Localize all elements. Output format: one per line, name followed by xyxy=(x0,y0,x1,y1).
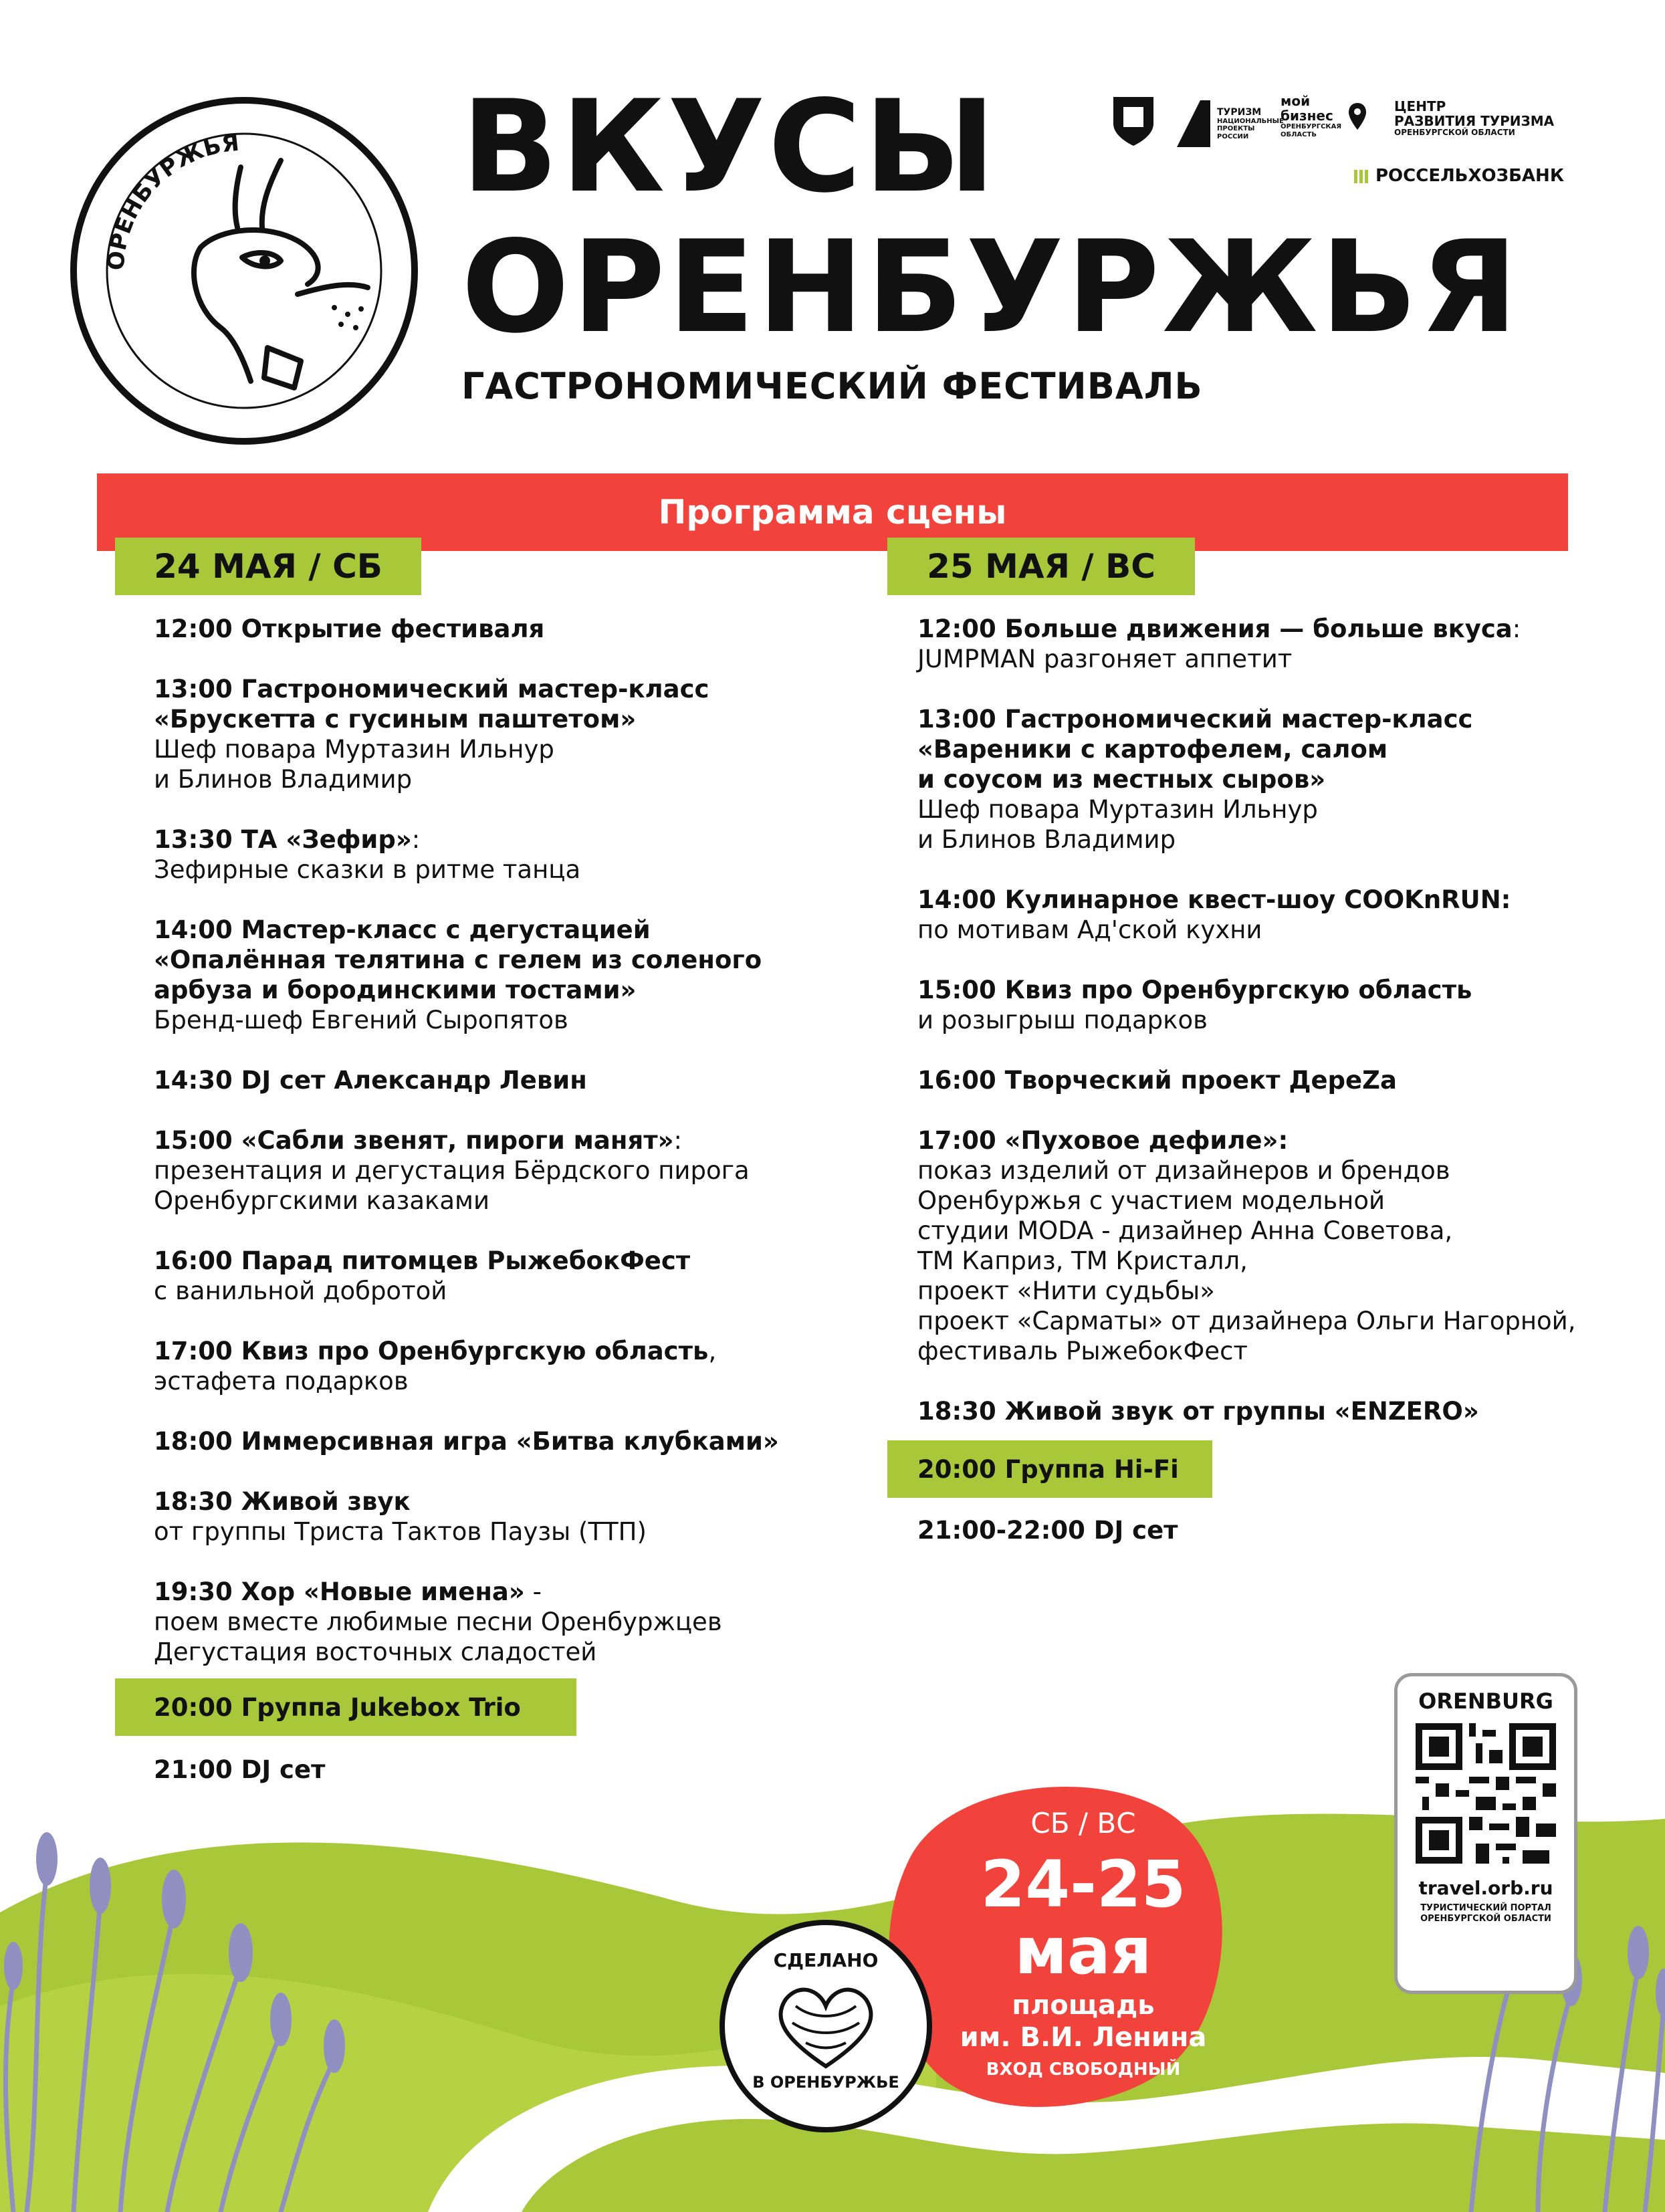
qr-url[interactable]: travel.orb.ru xyxy=(1418,1877,1553,1899)
coat-of-arms-icon xyxy=(1110,94,1157,147)
mybiz-logo xyxy=(1281,94,1367,138)
item-time-title: 12:00 Больше движения — больше вкуса xyxy=(917,615,1513,643)
item-description: и розыгрыш подарков xyxy=(917,1006,1208,1034)
schedule-item xyxy=(154,674,856,794)
item-time-title: 13:00 Гастрономический мастер-класс «Брускетта с гусиным паштетом» xyxy=(154,675,709,734)
schedule-item xyxy=(154,1125,856,1216)
event-entry: ВХОД СВОБОДНЫЙ xyxy=(986,2060,1181,2080)
item-description: от группы Триста Тактов Паузы (ТТП) xyxy=(154,1517,647,1546)
schedule-item xyxy=(154,1246,856,1306)
item-time-title: 14:00 Мастер-класс с дегустацией «Опалённая телятина с гелем из соленого арбуза и бородинскими тостами» xyxy=(154,915,762,1004)
title-line-1: ВКУСЫ xyxy=(461,73,998,221)
schedule-item xyxy=(154,915,856,1035)
day1-badge: 24 МАЯ / СБ xyxy=(115,538,421,595)
bank-stripes-icon xyxy=(1354,167,1369,185)
day2-schedule xyxy=(917,614,1640,1437)
day1-schedule xyxy=(154,614,856,1678)
mybiz-sub: ОРЕНБУРГСКАЯ ОБЛАСТЬ xyxy=(1281,123,1342,138)
item-punct: : xyxy=(411,825,421,854)
item-description: Шеф повара Муртазин Ильнур и Блинов Владимир xyxy=(154,735,554,794)
tourism-logo xyxy=(1177,100,1284,147)
schedule-item xyxy=(917,885,1640,945)
item-description: Зефирные сказки в ритме танца xyxy=(154,855,581,884)
tourism-sub: НАЦИОНАЛЬНЫЕ ПРОЕКТЫ РОССИИ xyxy=(1217,117,1284,140)
day1-highlight: 20:00 Группа Jukebox Trio xyxy=(115,1678,576,1736)
schedule-item xyxy=(154,1577,856,1667)
mybiz-line1: мой xyxy=(1281,93,1311,109)
day2-badge: 25 МАЯ / ВС xyxy=(887,538,1195,595)
center-line2: РАЗВИТИЯ ТУРИЗМА xyxy=(1394,113,1555,129)
mybiz-line2: бизнес xyxy=(1281,108,1333,124)
item-time-title: 17:00 Квиз про Оренбургскую область xyxy=(154,1337,709,1365)
item-description: презентация и дегустация Бёрдского пирога Оренбургскими казаками xyxy=(154,1156,750,1215)
item-time-title: 15:00 «Сабли звенят, пироги манят» xyxy=(154,1126,674,1155)
festival-logo xyxy=(67,94,421,448)
yarn-heart-icon xyxy=(772,1979,879,2073)
item-time-title: 13:30 ТА «Зефир» xyxy=(154,825,412,854)
event-place2: им. В.И. Ленина xyxy=(960,2022,1207,2053)
item-description: по мотивам Ад'ской кухни xyxy=(917,915,1262,944)
svg-text:ОРЕНБУРЖЬЯ: ОРЕНБУРЖЬЯ xyxy=(102,129,241,271)
event-place1: площадь xyxy=(1012,1990,1155,2021)
schedule-item xyxy=(917,1125,1640,1366)
tourism-label: ТУРИЗМ xyxy=(1217,106,1262,118)
item-time-title: 19:30 Хор «Новые имена» xyxy=(154,1577,525,1606)
item-punct: - xyxy=(524,1577,542,1606)
map-pin-icon xyxy=(1347,102,1367,131)
item-time-title: 15:00 Квиз про Оренбургскую область xyxy=(917,976,1472,1004)
qr-title: ORENBURG xyxy=(1418,1688,1553,1714)
event-days: СБ / ВС xyxy=(1030,1807,1136,1840)
day1-last: 21:00 DJ сет xyxy=(154,1755,326,1784)
item-time-title: 14:30 DJ сет Александр Левин xyxy=(154,1066,587,1095)
schedule-item xyxy=(154,1065,856,1095)
item-time-title: 12:00 Открытие фестиваля xyxy=(154,615,545,643)
made-badge-top: СДЕЛАНО xyxy=(773,1949,879,1971)
qr-caption: ТУРИСТИЧЕСКИЙ ПОРТАЛ ОРЕНБУРГСКОЙ ОБЛАСТИ xyxy=(1420,1903,1551,1924)
schedule-item xyxy=(154,824,856,885)
day2-highlight: 20:00 Группа Hi-Fi xyxy=(887,1440,1212,1498)
event-dates: 24-25 xyxy=(980,1847,1186,1922)
schedule-item xyxy=(917,1065,1640,1095)
item-description: эстафета подарков xyxy=(154,1367,409,1396)
item-time-title: 13:00 Гастрономический мастер-класс «Вареники с картофелем, салом и соусом из местных сыров» xyxy=(917,705,1473,794)
program-title-bar: Программа сцены xyxy=(97,473,1568,551)
item-description: поем вместе любимые песни Оренбуржцев Дегустация восточных сладостей xyxy=(154,1608,722,1666)
center-sub: ОРЕНБУРГСКОЙ ОБЛАСТИ xyxy=(1394,128,1515,137)
bank-name: РОССЕЛЬХОЗБАНК xyxy=(1375,166,1565,186)
sponsor-logos xyxy=(1110,94,1565,201)
item-description: Шеф повара Муртазин Ильнур и Блинов Владимир xyxy=(917,795,1318,854)
schedule-item xyxy=(154,1336,856,1396)
schedule-item xyxy=(917,704,1640,855)
item-description: JUMPMAN разгоняет аппетит xyxy=(917,645,1293,673)
item-description: показ изделий от дизайнеров и брендов Оренбуржья с участием модельной студии MODA - дизайнер Анна Советова, ТМ Каприз, ТМ Кристалл, проект «Нити судьбы» проект «Сарматы» от дизайнера Ольги Нагорной, фестиваль РыжебокФест xyxy=(917,1156,1576,1365)
center-line1: ЦЕНТР xyxy=(1394,98,1446,114)
schedule-item xyxy=(154,614,856,644)
item-time-title: 18:30 Живой звук от группы «ENZERO» xyxy=(917,1397,1479,1426)
item-punct: , xyxy=(708,1337,717,1365)
tourism-center-logo xyxy=(1394,99,1554,138)
schedule-item xyxy=(154,1426,856,1456)
item-description: с ванильной добротой xyxy=(154,1277,447,1305)
item-time-title: 18:30 Живой звук xyxy=(154,1487,411,1516)
title-line-2: ОРЕНБУРЖЬЯ xyxy=(461,213,1521,361)
item-punct: : xyxy=(673,1126,683,1155)
schedule-item xyxy=(917,614,1640,674)
event-month: мая xyxy=(1014,1914,1152,1989)
day2-last: 21:00-22:00 DJ сет xyxy=(917,1516,1178,1545)
made-badge-bottom: В ОРЕНБУРЖЬЕ xyxy=(752,2073,899,2092)
schedule-item xyxy=(154,1486,856,1547)
schedule-item xyxy=(917,975,1640,1035)
item-time-title: 17:00 «Пуховое дефиле»: xyxy=(917,1126,1289,1155)
item-punct: : xyxy=(1512,615,1521,643)
item-time-title: 16:00 Творческий проект ДереZa xyxy=(917,1066,1397,1095)
item-time-title: 16:00 Парад питомцев РыжебокФест xyxy=(154,1246,691,1275)
subtitle: ГАСТРОНОМИЧЕСКИЙ ФЕСТИВАЛЬ xyxy=(461,365,1203,407)
item-time-title: 14:00 Кулинарное квест-шоу COOKnRUN: xyxy=(917,885,1511,914)
item-description: Бренд-шеф Евгений Сыропятов xyxy=(154,1006,568,1034)
qr-code-icon[interactable] xyxy=(1416,1723,1556,1864)
item-time-title: 18:00 Иммерсивная игра «Битва клубками» xyxy=(154,1427,779,1456)
qr-card[interactable] xyxy=(1394,1673,1577,1994)
schedule-item xyxy=(917,1396,1640,1426)
bank-logo xyxy=(1354,166,1564,186)
